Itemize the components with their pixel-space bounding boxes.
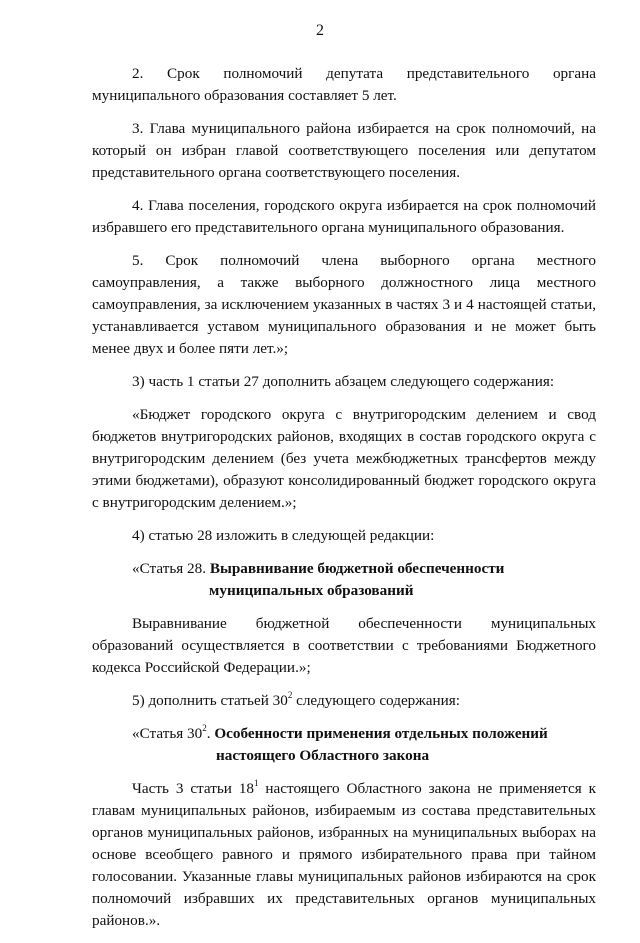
- superscript-2: 2: [287, 689, 293, 700]
- article-30-2-heading: [132, 723, 596, 767]
- article-30-prefix: «Статья 30: [132, 725, 203, 742]
- article-30-title-line2: настоящего Областного закона: [216, 747, 430, 764]
- paragraph-article-18-1-pre: Часть 3 статьи 18: [132, 780, 255, 797]
- paragraph-add-article-30-2-post: следующего содержания:: [292, 692, 460, 709]
- paragraph-head-settlement: 4. Глава поселения, городского округа избирается на срок полномочий избравшего его представительного органа муниципального образования.: [92, 197, 596, 236]
- paragraph-head-district: 3. Глава муниципального района избирается на срок полномочий, на который он избран главой соответствующего поселения или депутатом представительного органа соответствующего поселения.: [92, 120, 596, 181]
- paragraph-add-article-30-2-pre: 5) дополнить статьей 30: [132, 692, 288, 709]
- paragraph-amend-article-27: 3) часть 1 статьи 27 дополнить абзацем следующего содержания:: [132, 373, 555, 390]
- document-body: [92, 63, 596, 943]
- paragraph-add-article-30-2: [92, 690, 596, 712]
- article-28-title-line1: Выравнивание бюджетной обеспеченности: [209, 560, 505, 577]
- superscript-1: 1: [254, 777, 259, 788]
- paragraph-amend-article-28: 4) статью 28 изложить в следующей редакции:: [132, 527, 435, 544]
- article-28-heading: [132, 558, 596, 602]
- paragraph-budget-equalization: Выравнивание бюджетной обеспеченности муниципальных образований осуществляется в соответствии с требованиями Бюджетного кодекса Российской Федерации.»;: [92, 615, 596, 676]
- paragraph-article-18-1-post: настоящего Областного закона не применяется к главам муниципальных районов, избираемым из состава представительных органов муниципальных районов, избранных на муниципальных выборах на основе всеобщего равного и прямого избирательного права при тайном голосовании. Указанные главы муниципальных районов избираются на срок полномочий избравших их представительных органов муниципальных районов.».: [92, 780, 596, 929]
- paragraph-budget-quote: «Бюджет городского округа с внутригородским делением и свод бюджетов внутригородских районов, входящих в состав городского округа с внутригородским делением (без учета межбюджетных трансфертов между этими бюджетами), образуют консолидированный бюджет городского округа с внутригородским делением.»;: [92, 406, 596, 511]
- paragraph-term-member: 5. Срок полномочий члена выборного органа местного самоуправления, а также выборного должностного лица местного самоуправления, за исключением указанных в частях 3 и 4 настоящей статьи, устанавливается уставом муниципального образования и не может быть менее двух и более пяти лет.»;: [92, 252, 596, 357]
- article-28-title-line2: муниципальных образований: [209, 582, 414, 599]
- paragraph-term-deputy: 2. Срок полномочий депутата представительного органа муниципального образования составляет 5 лет.: [92, 65, 596, 104]
- page-number: 2: [316, 22, 324, 39]
- article-30-dot: .: [206, 725, 215, 742]
- article-30-superscript: 2: [202, 722, 207, 733]
- article-28-prefix: «Статья 28.: [132, 560, 210, 577]
- paragraph-article-18-1-exception: [92, 778, 596, 932]
- article-30-title-line1: Особенности применения отдельных положений: [214, 725, 548, 742]
